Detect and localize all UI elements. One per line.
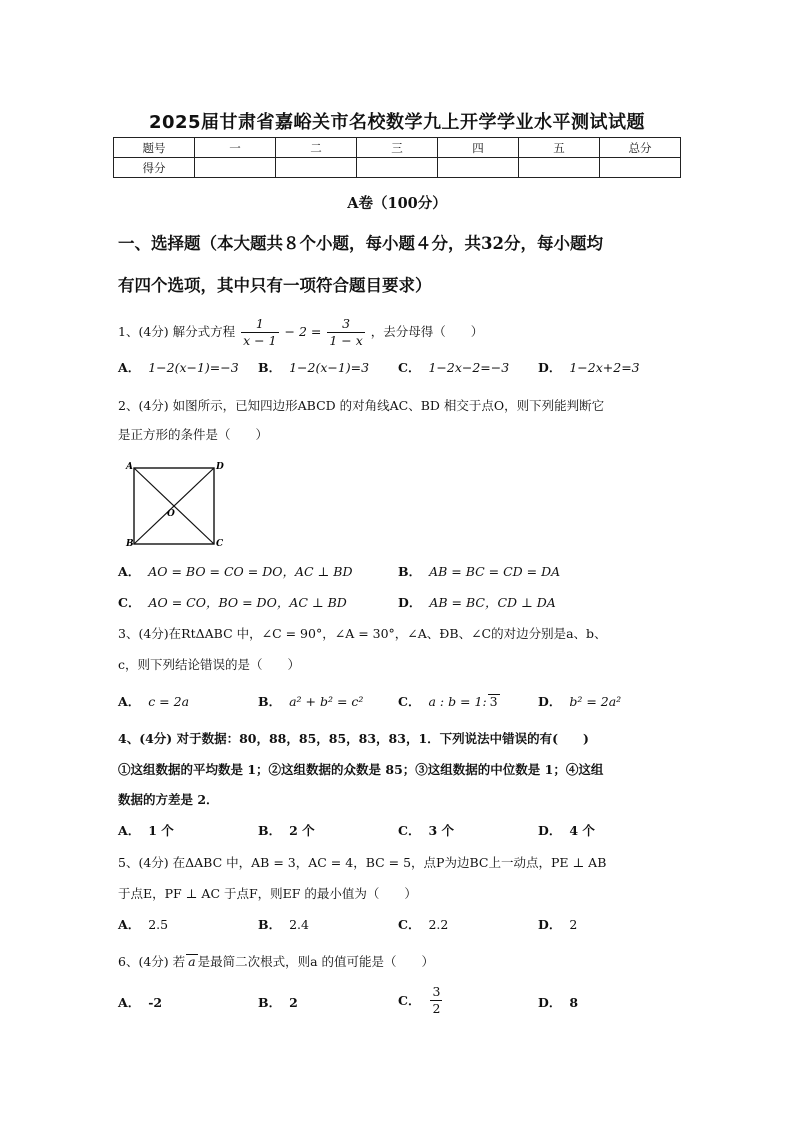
- label-c: C: [216, 539, 224, 549]
- part1-heading-line2: 有四个选项，其中只有一项符合题目要求）: [118, 276, 432, 295]
- score-cell[interactable]: [276, 158, 357, 178]
- label-o: O: [167, 509, 175, 519]
- question-6: [118, 952, 698, 972]
- q1-fraction-1: [241, 316, 278, 349]
- score-cell[interactable]: [519, 158, 600, 178]
- q5-option-d[interactable]: D． 2: [538, 917, 578, 932]
- q4-option-a[interactable]: A． 1 个: [118, 823, 174, 838]
- sqrt-a: a: [188, 954, 196, 969]
- q6-prefix: 6、(4分) 若: [118, 954, 186, 969]
- label-b: B: [126, 539, 134, 549]
- q4-option-b[interactable]: B． 2 个: [258, 823, 315, 838]
- score-header-cell: 四: [438, 138, 519, 158]
- q2-option-d[interactable]: D． AB = BC，CD ⊥ DA: [398, 595, 556, 610]
- q2-option-b[interactable]: B． AB = BC = CD = DA: [398, 564, 561, 579]
- q1-prefix: 1、(4分) 解分式方程: [118, 324, 236, 339]
- question-2-line1: 2、(4分) 如图所示，已知四边形ABCD 的对角线AC、BD 相交于点O，则下列能判断它: [118, 398, 605, 413]
- q3-option-a[interactable]: A． c = 2a: [118, 694, 190, 709]
- score-header-cell: 一: [195, 138, 276, 158]
- q1-mid: − 2 =: [284, 324, 326, 339]
- q4-option-d[interactable]: D． 4 个: [538, 823, 595, 838]
- section-a-heading: A卷（100分）: [347, 195, 447, 212]
- score-header-cell: 三: [357, 138, 438, 158]
- q6-c-fraction: $\frac{3}{2}$: [432, 984, 441, 1016]
- q6-option-b[interactable]: B． 2: [258, 995, 298, 1010]
- question-5-line1: 5、(4分) 在ΔABC 中，AB = 3，AC = 4，BC = 5，点P为边BC上一动点，PE ⊥ AB: [118, 855, 607, 870]
- question-3-line1: 3、(4分)在RtΔABC 中，∠C = 90°，∠A = 30°，∠A、ÐB、∠C的对边分别是a、b、: [118, 626, 607, 641]
- score-header-cell: 总分: [600, 138, 681, 158]
- score-cell[interactable]: [600, 158, 681, 178]
- label-a: A: [126, 462, 133, 472]
- question-4-line2: ①这组数据的平均数是 1；②这组数据的众数是 85；③这组数据的中位数是 1；④这组: [118, 762, 604, 777]
- score-row-label: 得分: [114, 158, 195, 178]
- score-table-header-row: [114, 138, 681, 158]
- sqrt-three: 3: [489, 694, 498, 709]
- score-table-score-row: [114, 158, 681, 178]
- q1-frac1-num: 1: [241, 316, 278, 333]
- score-cell[interactable]: [195, 158, 276, 178]
- q5-option-c[interactable]: C． 2.2: [398, 917, 449, 932]
- q5-option-a[interactable]: A． 2.5: [118, 917, 169, 932]
- q1-option-a[interactable]: A． 1−2(x−1)=−3: [118, 360, 239, 375]
- part1-heading-line1: 一、选择题（本大题共８个小题，每小题４分，共32分，每小题均: [118, 234, 603, 253]
- q1-fraction-2: [327, 316, 364, 349]
- question-2-line2: 是正方形的条件是（ ）: [118, 427, 269, 442]
- q6-suffix: 是最简二次根式，则a 的值可能是（ ）: [197, 954, 435, 969]
- score-cell[interactable]: [438, 158, 519, 178]
- score-cell[interactable]: [357, 158, 438, 178]
- score-header-cell: 题号: [114, 138, 195, 158]
- question-3-line2: c，则下列结论错误的是（ ）: [118, 657, 301, 672]
- score-table: [113, 137, 681, 178]
- score-header-cell: 二: [276, 138, 357, 158]
- label-d: D: [216, 462, 224, 472]
- q4-option-c[interactable]: C． 3 个: [398, 823, 455, 838]
- q6-option-d[interactable]: D． 8: [538, 995, 579, 1010]
- q3-option-c[interactable]: C． a : b = 1: 3: [398, 694, 498, 709]
- exam-title: 2025届甘肃省嘉峪关市名校数学九上开学学业水平测试试题: [148, 112, 646, 133]
- question-1: [118, 316, 698, 349]
- q3-option-b[interactable]: B． a² + b² = c²: [258, 694, 364, 709]
- q6-option-c[interactable]: C． $\frac{3}{2}$: [398, 984, 441, 1016]
- question-5-line2: 于点E，PF ⊥ AC 于点F，则EF 的最小值为（ ）: [118, 886, 417, 901]
- q3-option-d[interactable]: D． b² = 2a²: [538, 694, 622, 709]
- q1-option-c[interactable]: C． 1−2x−2=−3: [398, 360, 510, 375]
- q1-suffix: ，去分母得（ ）: [370, 324, 484, 339]
- question-4-line1: 4、(4分) 对于数据：80，88，85，85，83，83，1．下列说法中错误的有( ): [118, 731, 589, 746]
- q1-option-b[interactable]: B． 1−2(x−1)=3: [258, 360, 370, 375]
- q1-option-d[interactable]: D． 1−2x+2=3: [538, 360, 640, 375]
- q2-option-c[interactable]: C． AO = CO，BO = DO，AC ⊥ BD: [118, 595, 347, 610]
- q1-frac2-num: 3: [327, 316, 364, 333]
- q2-option-a[interactable]: A． AO = BO = CO = DO，AC ⊥ BD: [118, 564, 353, 579]
- score-header-cell: 五: [519, 138, 600, 158]
- square-diagram: [124, 460, 224, 550]
- q1-frac1-den: x − 1: [243, 333, 277, 348]
- question-4-line3: 数据的方差是 2．: [118, 792, 219, 807]
- q5-option-b[interactable]: B． 2.4: [258, 917, 309, 932]
- q6-option-a[interactable]: A． -2: [118, 995, 163, 1010]
- q1-frac2-den: 1 − x: [329, 333, 363, 348]
